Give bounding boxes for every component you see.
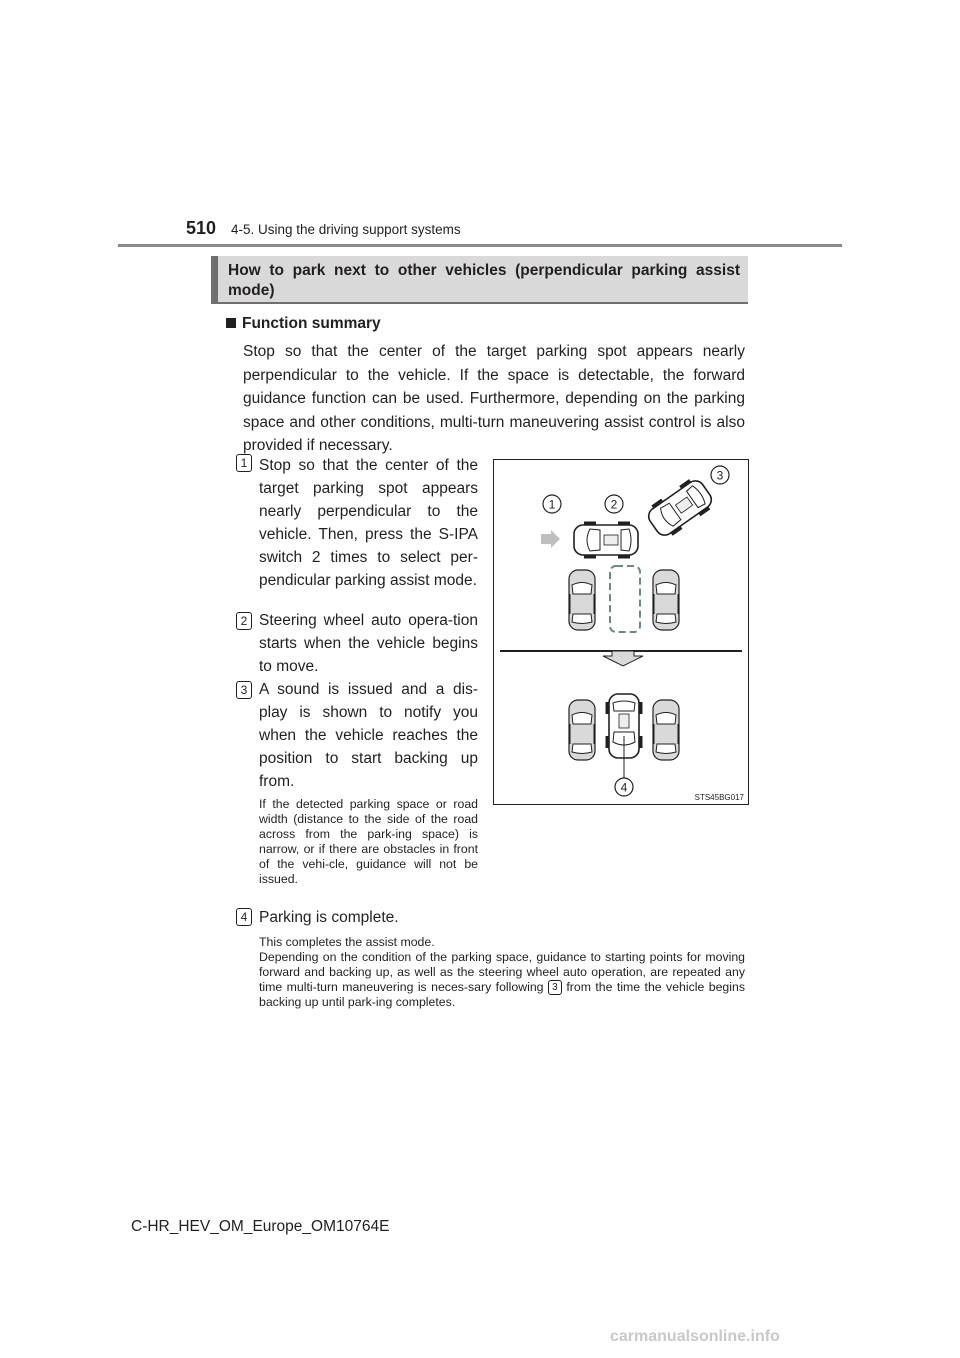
step-4-note-line1: This completes the assist mode. (259, 935, 435, 949)
page-number: 510 (186, 218, 217, 238)
bullet-square-icon (226, 318, 236, 328)
parking-figure (493, 459, 749, 805)
step-3-reference: 3 (548, 980, 562, 995)
figure-label-2 (605, 495, 623, 513)
summary-heading-text: Function summary (242, 315, 381, 332)
down-arrow-icon (603, 651, 643, 666)
parked-car-right (653, 570, 679, 630)
watermark-text: carmanualsonline.info (610, 1328, 780, 1345)
step-4-number: 4 (236, 908, 252, 926)
step-1-text: Stop so that the center of the target parking spot appears nearly perpendicular to the vehicle. Then, press the S-IPA switch 2 times to select per-pendicular parking assist mode. (259, 457, 478, 589)
svg-text:2: 2 (610, 497, 618, 512)
section-title-box (211, 256, 748, 304)
svg-text:1: 1 (548, 497, 556, 512)
step-3-note: If the detected parking space or road width (distance to the side of the road across from the park-ing space) is narrow, or if there are obstacles in front of the vehi-cle, guidance will not be issued. (259, 797, 478, 886)
parked-car-left-bottom (569, 700, 595, 760)
step-2-text: Steering wheel auto opera-tion starts when the vehicle begins to move. (259, 612, 478, 675)
summary-paragraph: Stop so that the center of the target parking spot appears nearly perpendicular to the vehicle. If the space is detectable, the forward guidance function can be used. Furthermore, depending on the parking space and other conditions, multi-turn maneuvering assist control is also provided if necessary. (243, 343, 745, 455)
parking-illustration (494, 460, 748, 804)
figure-label-1 (543, 495, 561, 513)
vehicle-start (574, 523, 638, 557)
svg-text:3: 3 (716, 468, 724, 483)
forward-arrow-icon (541, 530, 560, 548)
parked-car-right-bottom (653, 700, 679, 760)
step-1-number: 1 (236, 454, 252, 472)
section-title: How to park next to other vehicles (perpendicular parking assist mode) (228, 262, 740, 299)
figure-label-3 (711, 466, 729, 484)
step-4-note (259, 950, 745, 1010)
figure-label-4 (615, 778, 633, 796)
summary-heading (226, 315, 381, 333)
step-3-number: 3 (236, 681, 252, 699)
step-4-note-pre: Depending on the condition of the parking space, guidance to starting points for moving forward and backing up, as well as the steering wheel auto operation, are repeated any time multi-turn maneuvering is neces-sary following (259, 950, 745, 994)
target-parking-space (610, 566, 640, 632)
chapter-title: 4-5. Using the driving support systems (231, 222, 461, 237)
vehicle-forward-position (644, 476, 716, 541)
step-4-note-post: from the time the vehicle begins backing up until park-ing completes. (259, 980, 745, 1010)
parked-car-left (569, 570, 595, 630)
document-code: C-HR_HEV_OM_Europe_OM10764E (131, 1218, 390, 1235)
svg-text:4: 4 (620, 780, 628, 795)
step-4-text: Parking is complete. (259, 909, 399, 926)
step-3-text: A sound is issued and a dis-play is shown to notify you when the vehicle reaches the position to start backing up from. (259, 681, 478, 790)
figure-code: STS45BG017 (694, 793, 744, 802)
step-2-number: 2 (236, 612, 252, 630)
header-rule (118, 244, 842, 247)
